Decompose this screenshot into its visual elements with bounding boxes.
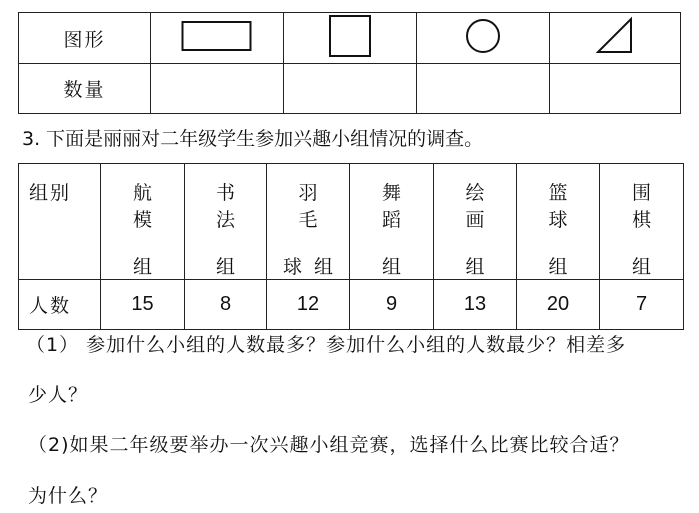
group-name-line2: 组	[465, 256, 485, 278]
circle-icon	[463, 16, 503, 56]
group-count-cell: 15	[101, 280, 185, 330]
group-count-cell: 9	[350, 280, 434, 330]
group-count-cell: 7	[600, 280, 684, 330]
shape-cell-circle	[417, 13, 550, 64]
group-cell	[434, 164, 517, 280]
question-1-line2: 少人？	[28, 384, 89, 406]
group-count-cell: 8	[185, 280, 267, 330]
count-row	[19, 64, 681, 114]
group-cell	[185, 164, 267, 280]
shape-cell-square	[284, 13, 417, 64]
group-name-line2: 球组	[282, 256, 345, 278]
group-name-line2: 组	[548, 256, 568, 278]
group-name-line2: 组	[215, 256, 235, 278]
group-name-line1: 围棋	[631, 182, 673, 231]
square-icon	[328, 14, 372, 58]
group-count-cell: 13	[434, 280, 517, 330]
group-name-line1: 书法	[215, 182, 257, 231]
group-name-line1: 篮球	[548, 182, 590, 231]
group-header-cell	[19, 164, 101, 280]
rectangle-icon	[181, 18, 253, 54]
group-count-row	[19, 280, 684, 330]
interest-group-table	[18, 163, 684, 330]
question-3-title: 3. 下面是丽丽对二年级学生参加兴趣小组情况的调查。	[22, 128, 484, 150]
count-cell-triangle[interactable]	[550, 64, 681, 114]
group-cell	[517, 164, 600, 280]
group-cell	[600, 164, 684, 280]
group-name-line1: 羽毛	[298, 182, 340, 231]
question-2-line2: 为什么？	[28, 485, 109, 507]
shape-cell-rectangle	[151, 13, 284, 64]
triangle-icon	[595, 16, 635, 56]
group-name-line2: 组	[381, 256, 401, 278]
question-2-line1: （2)如果二年级要举办一次兴趣小组竞赛，选择什么比赛比较合适？	[28, 434, 630, 456]
count-header-label: 人数	[19, 280, 101, 330]
shape-row	[19, 13, 681, 64]
group-name-line2: 组	[631, 256, 651, 278]
count-label: 数量	[19, 64, 151, 114]
count-cell-circle[interactable]	[417, 64, 550, 114]
count-cell-square[interactable]	[284, 64, 417, 114]
group-cell	[101, 164, 185, 280]
count-cell-rectangle[interactable]	[151, 64, 284, 114]
group-name-line2: 组	[132, 256, 152, 278]
group-header-label: 组别	[29, 182, 72, 204]
shape-count-table	[18, 12, 681, 114]
group-name-row	[19, 164, 684, 280]
question-1-line1: （1） 参加什么小组的人数最多？参加什么小组的人数最少？相差多	[26, 334, 627, 356]
group-cell	[350, 164, 434, 280]
shape-label: 图形	[19, 13, 151, 64]
shape-cell-triangle	[550, 13, 681, 64]
group-name-line1: 绘画	[465, 182, 507, 231]
group-name-line1: 舞蹈	[381, 182, 423, 231]
group-count-cell: 20	[517, 280, 600, 330]
group-name-line1: 航模	[132, 182, 174, 231]
group-cell	[267, 164, 350, 280]
group-count-cell: 12	[267, 280, 350, 330]
